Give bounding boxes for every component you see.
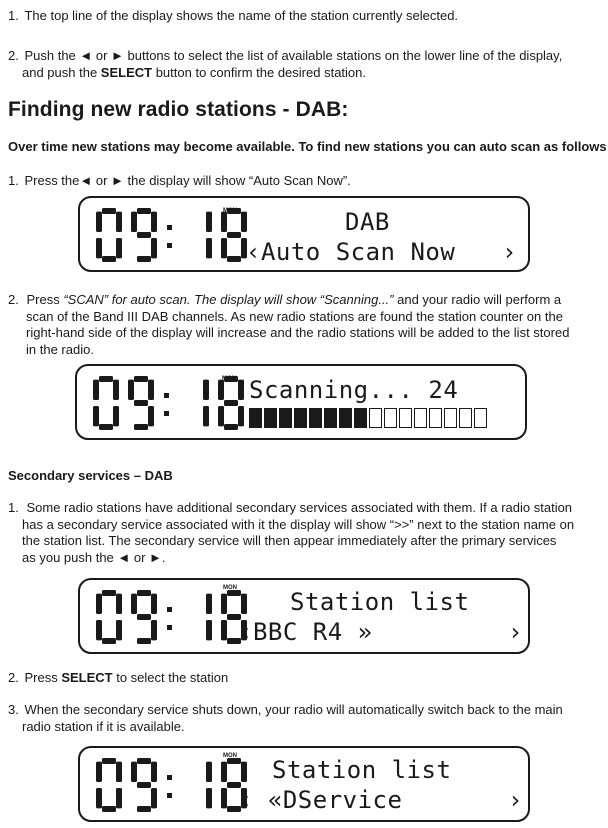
item-text-line-2a: and push the bbox=[22, 64, 101, 80]
secondary-step-2 bbox=[8, 670, 228, 687]
progress-cell-empty bbox=[399, 408, 412, 428]
clock-segment bbox=[137, 614, 151, 620]
step-number: 3. bbox=[8, 702, 19, 717]
secondary-heading: Secondary services – DAB bbox=[8, 468, 173, 483]
instruction-2 bbox=[8, 48, 606, 81]
right-arrow-icon: › bbox=[508, 618, 523, 646]
progress-cell-empty bbox=[384, 408, 397, 428]
right-arrow-icon: › bbox=[508, 786, 523, 814]
clock-segment bbox=[102, 256, 116, 262]
clock-segment bbox=[131, 212, 137, 232]
right-arrow-icon: › bbox=[502, 238, 517, 266]
clock-segment bbox=[96, 788, 102, 808]
clock-segment bbox=[96, 212, 102, 232]
clock-segment bbox=[134, 400, 148, 406]
item-number: 2. bbox=[8, 48, 19, 63]
step-2 bbox=[8, 292, 606, 358]
clock-segment bbox=[113, 406, 119, 426]
clock-colon-dot bbox=[164, 411, 169, 416]
clock-segment bbox=[151, 594, 157, 614]
lcd-line-1: Scanning... 24 bbox=[249, 376, 459, 404]
clock-segment bbox=[206, 620, 212, 640]
clock-segment bbox=[137, 638, 151, 644]
day-indicator: MON bbox=[223, 208, 237, 214]
section-heading: Finding new radio stations - DAB: bbox=[8, 98, 349, 121]
clock-segment bbox=[102, 590, 116, 596]
item-text-line-1: Push the ◄ or ► buttons to select the list of available stations on the lower line of the display, bbox=[24, 48, 563, 63]
clock-segment bbox=[206, 594, 212, 614]
step-text-line-1: Some radio stations have additional secondary services associated with them. If a radio station bbox=[26, 500, 573, 515]
progress-cell-empty bbox=[444, 408, 457, 428]
step-text-line-2: radio station if it is available. bbox=[22, 718, 185, 734]
clock-colon-dot bbox=[167, 225, 172, 230]
clock-segment bbox=[148, 406, 154, 426]
clock-segment bbox=[113, 380, 119, 400]
progress-cell-filled bbox=[249, 408, 262, 428]
clock-segment bbox=[131, 594, 137, 614]
step-number: 1. bbox=[8, 173, 19, 188]
clock-segment bbox=[206, 212, 212, 232]
clock-segment bbox=[221, 238, 227, 258]
lcd-display-auto-scan bbox=[78, 196, 530, 272]
day-indicator: MON bbox=[222, 376, 236, 382]
lcd-line-2: ‹BBC R4 » bbox=[238, 618, 373, 646]
clock-segment bbox=[137, 782, 151, 788]
clock-segment bbox=[151, 238, 157, 258]
clock-segment bbox=[238, 406, 244, 426]
clock-segment bbox=[102, 638, 116, 644]
clock-segment bbox=[151, 212, 157, 232]
clock-colon-dot bbox=[167, 625, 172, 630]
lcd-line-2: ‹ «DService bbox=[238, 786, 403, 814]
day-indicator: MON bbox=[223, 753, 237, 759]
progress-cell-empty bbox=[474, 408, 487, 428]
clock-segment bbox=[151, 762, 157, 782]
clock-segment bbox=[206, 238, 212, 258]
step-text: Press the◄ or ► the display will show “Auto Scan Now”. bbox=[24, 173, 351, 188]
clock-segment bbox=[116, 594, 122, 614]
clock-segment bbox=[116, 620, 122, 640]
step-text-b: to select the station bbox=[112, 670, 229, 685]
progress-cell-filled bbox=[339, 408, 352, 428]
clock-segment bbox=[102, 208, 116, 214]
progress-cell-filled bbox=[324, 408, 337, 428]
clock-segment bbox=[227, 232, 241, 238]
clock-segment bbox=[96, 762, 102, 782]
clock-segment bbox=[241, 594, 247, 614]
lcd-line-1: DAB bbox=[345, 208, 390, 236]
clock-segment bbox=[134, 376, 148, 382]
clock-segment bbox=[241, 762, 247, 782]
lcd-display-station-list bbox=[78, 578, 530, 654]
clock-segment bbox=[96, 594, 102, 614]
progress-cell-filled bbox=[309, 408, 322, 428]
clock-segment bbox=[218, 380, 224, 400]
intro-text: Over time new stations may become available. To find new stations you can auto scan as follows bbox=[8, 139, 607, 154]
clock-colon-dot bbox=[167, 243, 172, 248]
clock-segment bbox=[93, 380, 99, 400]
clock-segment bbox=[218, 406, 224, 426]
clock-segment bbox=[151, 620, 157, 640]
step-text-a: Press bbox=[24, 670, 62, 685]
step-text-line-1a: Press bbox=[26, 292, 64, 307]
step-text-line-1c: and your radio will perform a bbox=[393, 292, 562, 307]
instruction-1 bbox=[8, 8, 603, 25]
clock-colon-dot bbox=[167, 775, 172, 780]
progress-cell-filled bbox=[354, 408, 367, 428]
clock-segment bbox=[128, 380, 134, 400]
step-number: 2. bbox=[8, 292, 19, 307]
clock-segment bbox=[241, 212, 247, 232]
secondary-step-3 bbox=[8, 702, 606, 735]
clock-segment bbox=[151, 788, 157, 808]
clock-segment bbox=[203, 380, 209, 400]
secondary-step-1 bbox=[8, 500, 606, 566]
step-text-line-3: the station list. The secondary service will then appear immediately after the primary services bbox=[22, 533, 557, 548]
item-text-line-2b: button to confirm the desired station. bbox=[152, 64, 366, 80]
clock-segment bbox=[137, 256, 151, 262]
lcd-display-scanning bbox=[75, 364, 527, 440]
clock-segment bbox=[116, 788, 122, 808]
lcd-line-1: Station list bbox=[272, 756, 452, 784]
clock-segment bbox=[102, 758, 116, 764]
clock-segment bbox=[137, 208, 151, 214]
step-text-line-4: as you push the ◄ or ►. bbox=[22, 549, 166, 565]
select-keyword: SELECT bbox=[61, 670, 113, 685]
clock-segment bbox=[137, 590, 151, 596]
step-text-line-3: right-hand side of the display will increase and the radio stations will be added to the list stored bbox=[26, 325, 570, 340]
lcd-display-secondary-service bbox=[78, 746, 530, 822]
clock-segment bbox=[224, 400, 238, 406]
clock-segment bbox=[96, 238, 102, 258]
clock-segment bbox=[206, 762, 212, 782]
clock-segment bbox=[221, 620, 227, 640]
clock-segment bbox=[137, 806, 151, 812]
select-keyword: SELECT bbox=[100, 64, 153, 80]
clock-segment bbox=[238, 380, 244, 400]
clock-colon-dot bbox=[164, 393, 169, 398]
progress-cell-filled bbox=[264, 408, 277, 428]
clock-segment bbox=[99, 376, 113, 382]
step-text-line-1: When the secondary service shuts down, your radio will automatically switch back to the main bbox=[24, 702, 563, 717]
clock-segment bbox=[131, 762, 137, 782]
clock-segment bbox=[137, 232, 151, 238]
step-text-line-4: in the radio. bbox=[26, 341, 94, 357]
clock-segment bbox=[134, 424, 148, 430]
clock-segment bbox=[206, 788, 212, 808]
clock-segment bbox=[93, 406, 99, 426]
clock-segment bbox=[96, 620, 102, 640]
item-number: 1. bbox=[8, 8, 19, 23]
clock-segment bbox=[116, 212, 122, 232]
clock-segment bbox=[148, 380, 154, 400]
progress-cell-empty bbox=[369, 408, 382, 428]
clock-segment bbox=[224, 424, 238, 430]
clock-segment bbox=[116, 762, 122, 782]
clock-segment bbox=[227, 256, 241, 262]
clock-segment bbox=[221, 594, 227, 614]
clock-segment bbox=[102, 806, 116, 812]
progress-cell-filled bbox=[279, 408, 292, 428]
clock-segment bbox=[221, 762, 227, 782]
step-text-line-1b: “SCAN” for auto scan. The display will show “Scanning...” bbox=[63, 292, 394, 307]
step-text-line-2: scan of the Band III DAB channels. As new radio stations are found the station counter on the bbox=[26, 308, 563, 324]
day-indicator: MON bbox=[223, 585, 237, 591]
progress-cell-empty bbox=[429, 408, 442, 428]
clock-segment bbox=[221, 212, 227, 232]
clock-segment bbox=[137, 758, 151, 764]
scan-progress-bar bbox=[249, 408, 487, 428]
step-number: 2. bbox=[8, 670, 19, 685]
clock-colon-dot bbox=[167, 607, 172, 612]
clock-segment bbox=[116, 238, 122, 258]
step-1 bbox=[8, 173, 351, 190]
item-text: The top line of the display shows the name of the station currently selected. bbox=[24, 8, 459, 23]
step-text-line-2: has a secondary service associated with it the display will show “>>” next to the station name on bbox=[22, 516, 575, 532]
clock-segment bbox=[203, 406, 209, 426]
lcd-line-2: ‹Auto Scan Now bbox=[246, 238, 456, 266]
clock-colon-dot bbox=[167, 793, 172, 798]
progress-cell-filled bbox=[294, 408, 307, 428]
clock-segment bbox=[99, 424, 113, 430]
lcd-line-1: Station list bbox=[290, 588, 470, 616]
step-number: 1. bbox=[8, 500, 19, 515]
clock-segment bbox=[221, 788, 227, 808]
progress-cell-empty bbox=[414, 408, 427, 428]
progress-cell-empty bbox=[459, 408, 472, 428]
